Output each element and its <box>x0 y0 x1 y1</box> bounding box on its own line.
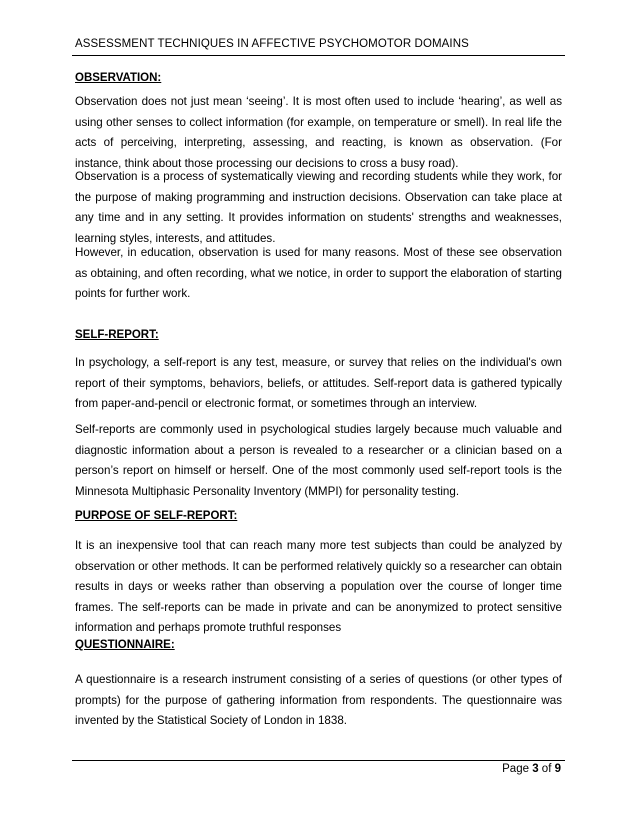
observation-paragraph-2: Observation is a process of systematically viewing and recording students while they work, for the purpose of making programming and instruction decisions. Observation can take place at any time and in any setting. It provides information on students' strengths and weaknesses, learning styles, interests, and attitudes. <box>75 170 562 245</box>
observation-para-3-block <box>75 243 562 305</box>
purpose-paragraph: It is an inexpensive tool that can reach many more test subjects than could be analyzed by observation or other methods. It can be performed relatively quickly so a researcher can obtain results in days or weeks rather than observing a population over the course of longer time frames. The self-reports can be made in private and can be anonymized to protect sensitive information and perhaps promote truthful responses <box>75 539 562 635</box>
questionnaire-heading-block <box>75 639 562 651</box>
self-report-paragraph-2: Self-reports are commonly used in psychological studies largely because much valuable and diagnostic information about a person is revealed to a researcher or a clinician based on a person’s report on himself or herself. One of the most commonly used self-report tools is the Minnesota Multiphasic Personality Inventory (MMPI) for personality testing. <box>75 423 562 498</box>
purpose-heading-block <box>75 510 562 522</box>
self-report-paragraph-1: In psychology, a self-report is any test, measure, or survey that relies on the individual's own report of their symptoms, behaviors, beliefs, or attitudes. Self-report data is gathered typically from paper-and-pencil or electronic format, or sometimes through an interview. <box>75 356 562 411</box>
self-report-para-1-block <box>75 353 562 415</box>
self-report-heading: SELF-REPORT: <box>75 329 159 341</box>
running-header: ASSESSMENT TECHNIQUES IN AFFECTIVE PSYCHOMOTOR DOMAINS <box>75 38 469 50</box>
questionnaire-heading: QUESTIONNAIRE: <box>75 639 175 651</box>
page-number <box>502 763 561 775</box>
page-label: Page <box>502 763 529 775</box>
observation-paragraph-1: Observation does not just mean ‘seeing’. It is most often used to include ‘hearing’, as well as using other senses to collect information (for example, on temperature or smell). In real life the acts of perceiving, interpreting, assessing, and reacting, is known as observation. (For instance, think about those processing our decisions to cross a busy road). <box>75 95 562 170</box>
questionnaire-para-block <box>75 670 562 732</box>
observation-heading: OBSERVATION: <box>75 72 162 84</box>
self-report-heading-block <box>75 329 562 341</box>
questionnaire-paragraph: A questionnaire is a research instrument consisting of a series of questions (or other types of prompts) for the purpose of gathering information from respondents. The questionnaire was invented by the Statistical Society of London in 1838. <box>75 673 562 728</box>
of-label: of <box>541 763 552 775</box>
purpose-heading: PURPOSE OF SELF-REPORT: <box>75 510 238 522</box>
observation-para-2-block <box>75 167 562 249</box>
purpose-para-block <box>75 536 562 639</box>
page-current: 3 <box>532 763 539 775</box>
observation-heading-block <box>75 72 562 84</box>
footer-rule <box>72 760 565 761</box>
page-total: 9 <box>554 763 561 775</box>
observation-para-1-block <box>75 92 562 174</box>
header-rule <box>72 55 565 56</box>
self-report-para-2-block <box>75 420 562 502</box>
observation-paragraph-3: However, in education, observation is used for many reasons. Most of these see observation as obtaining, and often recording, what we notice, in order to support the elaboration of starting points for further work. <box>75 246 562 301</box>
